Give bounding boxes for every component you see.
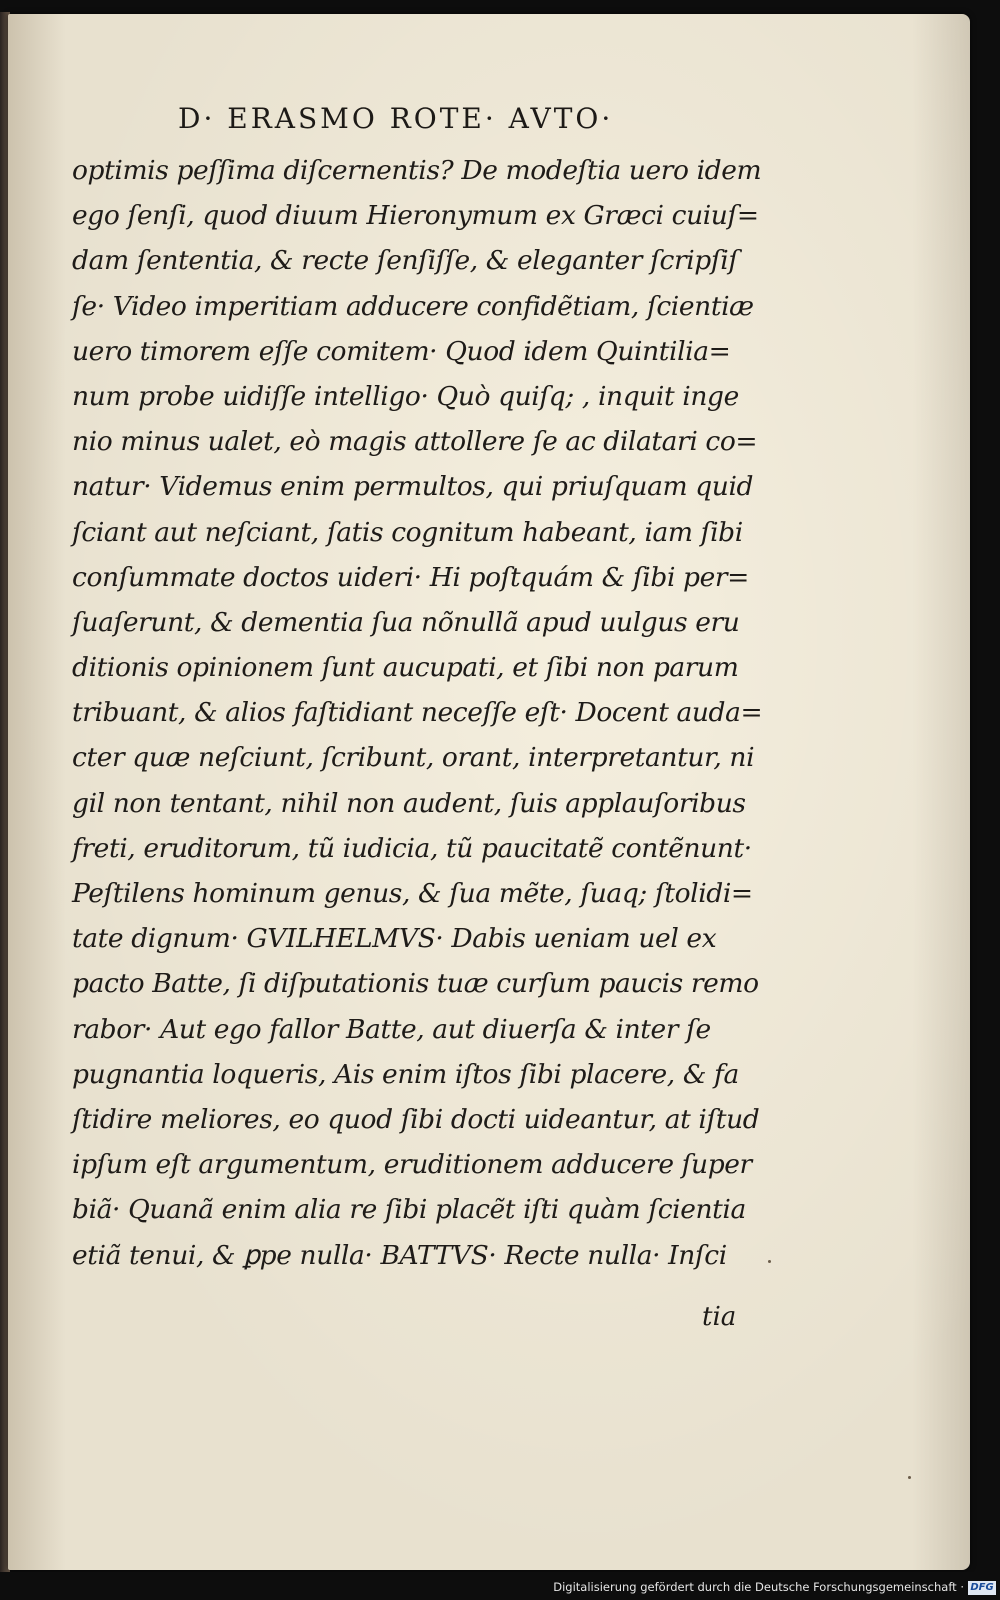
text-line: natur· Videmus enim permultos, qui priuſquam quid — [72, 471, 754, 503]
text-block — [72, 148, 762, 1278]
text-line: ſuaſerunt, & dementia ſua nõnullã apud uulgus eru — [72, 606, 740, 638]
text-line: Peſtilens hominum genus, & ſua mẽte, ſuaq; ſtolidi= — [72, 878, 753, 909]
text-line: tribuant, & alios faſtidiant neceſſe eſt· Docent auda= — [72, 697, 763, 729]
text-line: ipſum eſt argumentum, eruditionem adducere ſuper — [72, 1149, 752, 1181]
text-line: etiã tenui, & ꝑpe nulla· BATTVS· Recte nulla· Inſci — [72, 1239, 727, 1271]
text-line: gil non tentant, nihil non audent, ſuis applauſoribus — [72, 787, 746, 819]
text-line: freti, eruditorum, tũ iudicia, tũ paucitatẽ contẽnunt· — [72, 832, 752, 864]
book-page — [8, 14, 970, 1570]
text-line: pugnantia loqueris, Ais enim iſtos ſibi placere, & fa — [72, 1058, 739, 1090]
footer-credit: Digitalisierung gefördert durch die Deutsche Forschungsgemeinschaft · — [553, 1580, 964, 1594]
text-line: num probe uidiſſe intelligo· Quò quiſq; , inquit inge — [72, 380, 739, 412]
paper-speck — [768, 1260, 771, 1263]
text-line: nio minus ualet, eò magis attollere ſe ac dilatari co= — [72, 426, 758, 458]
text-line: cter quæ neſciunt, ſcribunt, orant, interpretantur, ni — [72, 742, 755, 774]
text-line: ſe· Video imperitiam adducere confidẽtiam, ſcientiæ — [72, 290, 754, 322]
running-head: D· ERASMO ROTE· AVTO· — [178, 102, 614, 135]
text-line: ſtidire meliores, eo quod ſibi docti uideantur, at iſtud — [72, 1103, 760, 1135]
text-line: optimis peſſima diſcernentis? De modeſtia uero idem — [72, 155, 762, 186]
catchword: tia — [702, 1302, 737, 1332]
dfg-logo: DFG — [968, 1581, 996, 1595]
text-line: rabor· Aut ego fallor Batte, aut diuerſa & inter ſe — [72, 1013, 711, 1045]
text-line: ditionis opinionem ſunt aucupati, et ſibi non parum — [72, 652, 739, 684]
text-line: biã· Quanã enim alia re ſibi placẽt iſti quàm ſcientia — [72, 1194, 746, 1226]
text-line: ego ſenſi, quod diuum Hieronymum ex Græci cuiuſ= — [72, 200, 759, 232]
text-line: pacto Batte, ſi diſputationis tuæ curſum paucis remo — [72, 968, 759, 1000]
text-line: dam ſententia, & recte ſenſiſſe, & eleganter ſcripſiſ — [72, 245, 738, 277]
text-line: ſciant aut neſciant, ſatis cognitum habeant, iam ſibi — [72, 516, 743, 548]
text-line: tate dignum· GVILHELMVS· Dabis ueniam uel ex — [72, 923, 717, 955]
text-line: conſummate doctos uideri· Hi poſtquám & ſibi per= — [72, 561, 749, 593]
paper-speck — [908, 1476, 911, 1479]
text-line: uero timorem eſſe comitem· Quod idem Quintilia= — [72, 335, 731, 367]
footer-bar — [0, 1572, 1000, 1600]
